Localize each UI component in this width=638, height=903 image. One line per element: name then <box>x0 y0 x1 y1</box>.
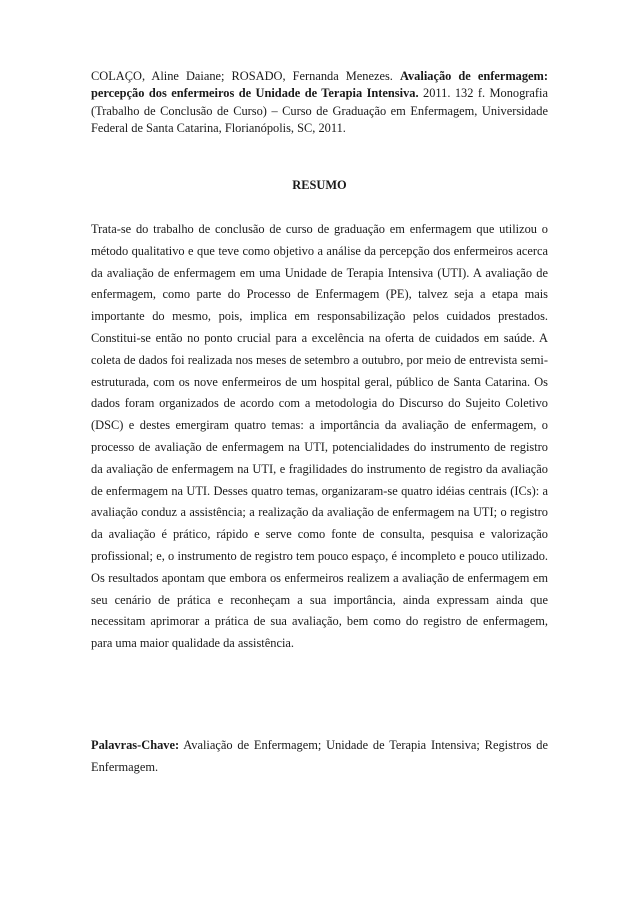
section-title: RESUMO <box>292 178 347 192</box>
document-page <box>91 68 548 774</box>
keywords-label: Palavras-Chave: <box>91 738 180 752</box>
keywords-text: Avaliação de Enfermagem; Unidade de Terapia Intensiva; Registros de Enfermagem. <box>91 738 548 774</box>
abstract-text: Trata-se do trabalho de conclusão de curso de graduação em enfermagem que utilizou o método qualitativo e que teve como objetivo a análise da percepção dos enfermeiros acerca da avaliação de enfermagem em uma Unidade de Terapia Intensiva (UTI). A avaliação de enfermagem, como parte do Processo de Enfermagem (PE), talvez seja a etapa mais importante do mesmo, pois, implica em responsabilização pelos cuidados prestados. Constitui-se então no ponto crucial para a excelência na oferta de cuidados em saúde. A coleta de dados foi realizada nos meses de setembro a outubro, por meio de entrevista semi-estruturada, com os nove enfermeiros de um hospital geral, público de Santa Catarina. Os dados foram organizados de acordo com a metodologia do Discurso do Sujeito Coletivo (DSC) e destes emergiram quatro temas: a importância da avaliação de enfermagem, o processo de avaliação de enfermagem na UTI, potencialidades do instrumento de registro da avaliação de enfermagem na UTI, e fragilidades do instrumento de registro da avaliação de enfermagem na UTI. Desses quatro temas, organizaram-se quatro idéias centrais (ICs): a avaliação conduz a assistência; a realização da avaliação de enfermagem na UTI; o registro da avaliação é prático, rápido e serve como fonte de consulta, pesquisa e valorização profissional; e, o instrumento de registro tem pouco espaço, é incompleto e pouco utilizado. Os resultados apontam que embora os enfermeiros realizem a avaliação de enfermagem em seu cenário de prática e reconheçam a sua importância, ainda expressam ainda que necessitam aprimorar a prática de sua avaliação, bem como do registro de enfermagem, para uma maior qualidade da assistência. <box>91 222 548 651</box>
reference-authors: COLAÇO, Aline Daiane; ROSADO, Fernanda Menezes. <box>91 69 393 83</box>
bibliographic-reference <box>91 68 548 137</box>
keywords <box>91 735 548 779</box>
reference-title: Avaliação de enfermagem: percepção dos enfermeiros de Unidade de Terapia Intensiva. <box>91 69 548 101</box>
reference-details: 2011. 132 f. Monografia (Trabalho de Conclusão de Curso) – Curso de Graduação em Enfermagem, Universidade Federal de Santa Catarina, Florianópolis, SC, 2011. <box>91 86 548 135</box>
